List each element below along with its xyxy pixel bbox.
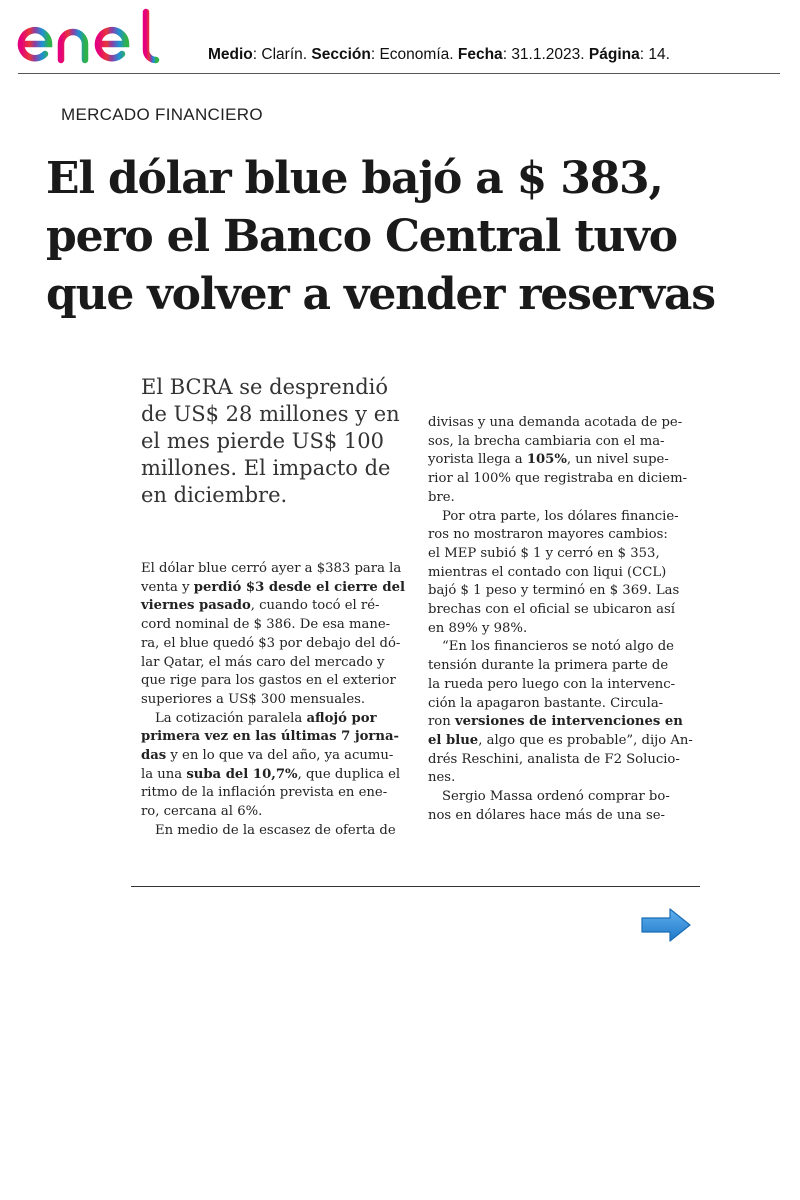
bold-emphasis: versiones de intervenciones en [454,714,683,730]
text-line: la rueda pero luego con la intervenc- [428,676,676,692]
bold-emphasis: suba del 10,7% [186,766,298,782]
bold-emphasis: das [141,748,167,764]
text-line: ra, el blue quedó $3 por debajo del dó- [141,635,401,651]
text-line: nos en dólares hace más de una se- [428,807,665,823]
text-line: en 89% y 98%. [428,620,528,636]
source-meta: Medio: Clarín. Sección: Economía. Fecha: 31.1.2023. Página: 14. [208,46,670,63]
medio-label: Medio [208,46,253,63]
text-line: ción la apagaron bastante. Circula- [428,695,664,711]
article-column-right [428,414,694,825]
fecha-label: Fecha [457,46,503,63]
text-line: rior al 100% que registraba en diciem- [428,471,688,487]
text-line: la una suba del 10,7%, que duplica el [141,766,401,782]
text-line: mientras el contado con liqui (CCL) [428,564,667,580]
text-line: El dólar blue cerró ayer a $383 para la [141,561,402,576]
text-line: venta y perdió $3 desde el cierre del [141,579,406,595]
text-line: ro, cercana al 6%. [141,804,263,820]
text-line: “En los financieros se notó algo de [442,639,674,655]
right-column-paragraph [428,414,694,508]
text-line: tensión durante la primera parte de [428,658,669,674]
left-column-paragraph [141,710,407,822]
headline-line: El dólar blue bajó a $ 383, [46,153,663,204]
text-line: Sergio Massa ordenó comprar bo- [442,789,670,805]
enel-logo-graphic [16,6,180,68]
text-line: La cotización paralela aflojó por [155,710,377,726]
seccion-label: Sección [311,46,371,63]
seccion-value: Economía. [379,46,454,63]
text-line: En medio de la escasez de oferta de [155,822,396,838]
enel-logo [16,6,180,68]
text-line: das y en lo que va del año, ya acumu- [141,748,394,764]
text-line: Por otra parte, los dólares financie- [442,508,679,524]
bold-emphasis: 105% [526,452,567,468]
text-line: sos, la brecha cambiaria con el ma- [428,433,665,449]
text-line: lar Qatar, el más caro del mercado y [141,654,385,670]
fecha-value: 31.1.2023. [511,46,585,63]
deck-line: en diciembre. [141,483,288,507]
text-line: nes. [428,770,456,786]
arrow-right-icon [640,906,692,944]
medio-value: Clarín. [261,46,308,63]
text-line [141,728,407,747]
headline-line: pero el Banco Central tuvo [46,211,677,262]
text-line: cord nominal de $ 386. De esa mane- [141,617,391,633]
text-line: viernes pasado, cuando tocó el ré- [141,598,380,614]
article-bottom-divider [131,886,700,887]
article-deck [141,374,403,509]
text-line: superiores a US$ 300 mensuales. [141,691,366,707]
text-line: ritmo de la inflación prevista en ene- [141,785,388,801]
text-line: yorista llega a 105%, un nivel supe- [428,452,669,468]
text-line: bre. [428,489,455,505]
deck-line: de US$ 28 millones y en [141,402,400,426]
article-column-left [141,560,407,841]
left-column-paragraph [141,822,407,841]
text-line: divisas y una demanda acotada de pe- [428,415,683,430]
right-column-paragraph [428,508,694,639]
text-line: el MEP subió $ 1 y cerró en $ 353, [428,545,660,561]
pagina-label: Página [588,46,640,63]
bold-emphasis: el blue [428,732,479,748]
pagina-value: 14. [648,46,670,63]
right-column-paragraph [428,788,694,825]
deck-line: el mes pierde US$ 100 [141,429,384,453]
headline-line: que volver a vender reservas [46,269,715,320]
text-line: ron versiones de intervenciones en [428,714,683,730]
deck-line: El BCRA se desprendió [141,375,389,399]
bold-emphasis: aflojó por [306,710,377,726]
bold-emphasis: viernes pasado [141,598,251,614]
bold-emphasis: perdió $3 desde el cierre del [193,579,406,595]
text-line: el blue, algo que es probable”, dijo An- [428,732,693,748]
text-line: brechas con el oficial se ubicaron así [428,602,676,618]
bold-emphasis: primera vez en las últimas 7 jorna- [141,729,399,745]
text-line: bajó $ 1 peso y terminó en $ 369. Las [428,583,680,599]
text-line: que rige para los gastos en el exterior [141,673,396,689]
left-column-paragraph [141,560,407,710]
text-line: ros no mostraron mayores cambios: [428,527,668,543]
headline [46,150,776,324]
right-column-paragraph [428,638,694,788]
next-page-button[interactable] [640,906,692,944]
text-line: drés Reschini, analista de F2 Solucio- [428,751,680,767]
deck-line: millones. El impacto de [141,456,391,480]
header-divider [18,73,780,74]
section-label: MERCADO FINANCIERO [61,105,263,124]
